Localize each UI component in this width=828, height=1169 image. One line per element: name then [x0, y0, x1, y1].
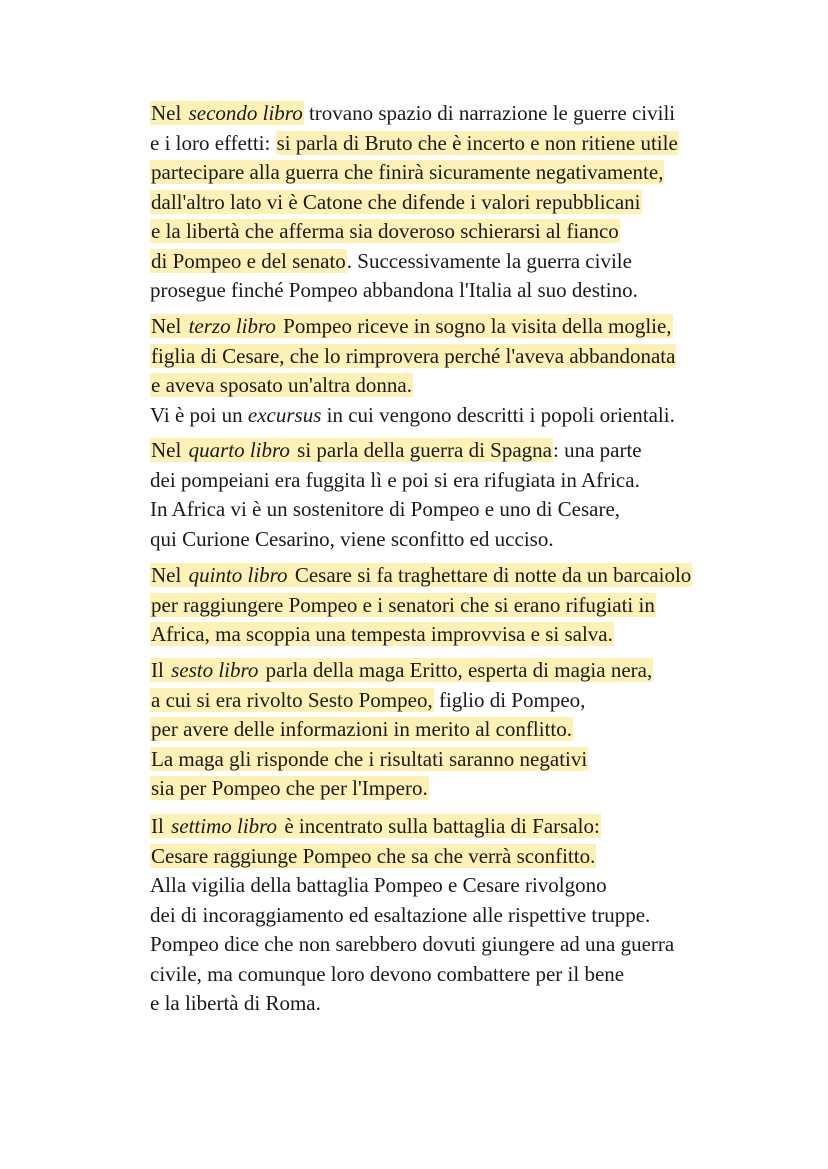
- text-segment: e la libertà di Roma.: [150, 991, 321, 1015]
- highlighted-text: di Pompeo e del senato: [151, 248, 346, 273]
- highlighted-text: figlia di Cesare, che lo rimprovera perché l'aveva abbandonata: [151, 343, 676, 368]
- text-line: [150, 774, 653, 804]
- text-line: [150, 312, 676, 342]
- highlighted-text: Nel: [151, 314, 187, 338]
- highlighted-text: sia per Pompeo che per l'Impero.: [151, 776, 428, 800]
- paragraph-terzo-libro: [150, 312, 676, 430]
- text-segment: : una parte: [552, 438, 642, 462]
- paragraph-quinto-libro: [150, 561, 692, 650]
- text-segment: In Africa vi è un sostenitore di Pompeo e uno di Cesare,: [150, 497, 621, 521]
- text-line: [150, 656, 653, 686]
- highlighted-text: e aveva sposato un'altra donna.: [151, 373, 412, 397]
- paragraph-quarto-libro: [150, 436, 642, 554]
- highlighted-text: terzo libro: [188, 314, 276, 338]
- text-line: [150, 989, 674, 1019]
- text-line: [150, 158, 679, 188]
- highlighted-text: si parla di Bruto che è incerto e non ritiene utile: [276, 130, 678, 155]
- text-segment: Alla vigilia della battaglia Pompeo e Cesare rivolgono: [150, 873, 607, 897]
- text-segment: trovano spazio di narrazione le guerre civili: [303, 101, 676, 125]
- highlighted-text: per raggiungere Pompeo e i senatori che si erano rifugiati in: [151, 592, 655, 617]
- text-segment: prosegue finché Pompeo abbandona l'Italia al suo destino.: [150, 278, 638, 302]
- text-segment: Pompeo dice che non sarebbero dovuti giungere ad una guerra: [150, 932, 675, 956]
- highlighted-text: Nel: [151, 563, 187, 587]
- highlighted-text: settimo libro: [171, 814, 278, 838]
- text-line: [150, 591, 692, 621]
- highlighted-text: e la libertà che afferma sia doveroso schierarsi al fianco: [151, 219, 619, 243]
- text-line: [150, 466, 642, 496]
- text-line: [150, 812, 674, 842]
- text-line: [150, 930, 674, 960]
- text-segment: excursus: [247, 402, 322, 427]
- text-line: [150, 715, 653, 745]
- text-line: [150, 495, 642, 525]
- text-line: [150, 960, 674, 990]
- text-line: [150, 188, 679, 218]
- highlighted-text: per avere delle informazioni in merito al conflitto.: [151, 717, 573, 741]
- text-line: [150, 686, 653, 716]
- text-line: [150, 217, 679, 247]
- text-line: [150, 525, 642, 555]
- text-line: [150, 276, 679, 306]
- text-line: [150, 247, 679, 277]
- text-line: [150, 129, 679, 159]
- text-segment: qui Curione Cesarino, viene sconfitto ed ucciso.: [150, 526, 554, 551]
- text-segment: dei pompeiani era fuggita lì e poi si era rifugiata in Africa.: [150, 467, 640, 492]
- text-segment: . Successivamente la guerra civile: [346, 248, 632, 273]
- text-segment: dei di incoraggiamento ed esaltazione alle rispettive truppe.: [150, 902, 651, 927]
- text-segment: e i loro effetti:: [150, 130, 276, 155]
- highlighted-text: a cui si era rivolto Sesto Pompeo,: [151, 687, 433, 712]
- highlighted-text: Africa, ma scoppia una tempesta improvvisa e si salva.: [151, 622, 613, 646]
- highlighted-text: è incentrato sulla battaglia di Farsalo:: [279, 814, 600, 838]
- text-line: [150, 901, 674, 931]
- highlighted-text: Cesare raggiunge Pompeo che sa che verrà sconfitto.: [151, 843, 596, 868]
- highlighted-text: Pompeo riceve in sogno la visita della moglie,: [277, 314, 672, 338]
- text-segment: figlio di Pompeo,: [433, 687, 586, 712]
- highlighted-text: sesto libro: [171, 658, 259, 682]
- paragraph-secondo-libro: [150, 99, 679, 306]
- highlighted-text: si parla della guerra di Spagna: [291, 438, 552, 462]
- highlighted-text: Nel: [151, 438, 187, 462]
- text-line: [150, 371, 676, 401]
- highlighted-text: quinto libro: [188, 563, 288, 587]
- text-line: [150, 620, 692, 650]
- highlighted-text: Il: [151, 814, 170, 838]
- highlighted-text: quarto libro: [188, 438, 290, 462]
- text-line: [150, 561, 692, 591]
- highlighted-text: parla della maga Eritto, esperta di magia nera,: [260, 658, 653, 682]
- text-segment: in cui vengono descritti i popoli orientali.: [321, 402, 675, 427]
- paragraph-sesto-libro: [150, 656, 653, 804]
- text-line: [150, 871, 674, 901]
- text-line: [150, 99, 679, 129]
- text-line: [150, 342, 676, 372]
- highlighted-text: Il: [151, 658, 170, 682]
- text-segment: Vi è poi un: [150, 402, 248, 427]
- highlighted-text: Nel: [151, 101, 187, 125]
- paragraph-settimo-libro: [150, 812, 674, 1019]
- text-line: [150, 842, 674, 872]
- highlighted-text: Cesare si fa traghettare di notte da un barcaiolo: [289, 563, 692, 587]
- text-segment: civile, ma comunque loro devono combattere per il bene: [150, 961, 625, 986]
- highlighted-text: secondo libro: [188, 101, 303, 125]
- text-line: [150, 436, 642, 466]
- text-line: [150, 401, 676, 431]
- text-line: [150, 745, 653, 775]
- highlighted-text: dall'altro lato vi è Catone che difende i valori repubblicani: [151, 189, 641, 214]
- highlighted-text: partecipare alla guerra che finirà sicuramente negativamente,: [151, 160, 664, 184]
- highlighted-text: La maga gli risponde che i risultati saranno negativi: [151, 746, 588, 771]
